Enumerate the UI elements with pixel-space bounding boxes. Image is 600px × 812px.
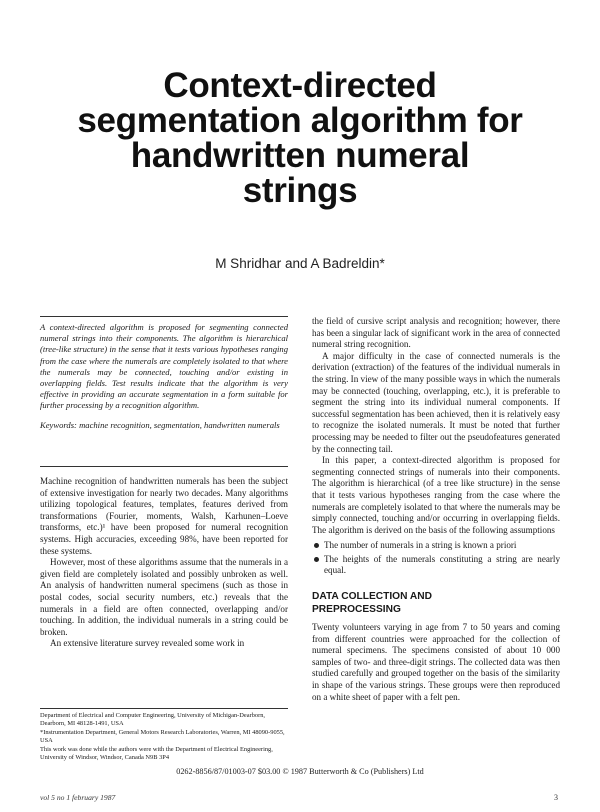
page-number: 3 xyxy=(554,793,558,802)
keywords: Keywords: machine recognition, segmentation, handwritten numerals xyxy=(40,419,280,430)
body-paragraph: However, most of these algorithms assume that the numerals in a given field are completely isolated and possibly unbroken as well. An analysis of handwritten numeral specimens (such as those in postal codes, social security numbers, etc.) reveals that the numerals in a field are often connected, overlapping and/or touching. In addition, the individual numerals in a string could be broken. xyxy=(40,557,288,637)
title-line: segmentation algorithm for xyxy=(77,101,523,140)
section-heading-line: DATA COLLECTION AND xyxy=(312,591,432,603)
body-paragraph: Machine recognition of handwritten numerals has been the subject of extensive investigation for nearly two decades. Many algorithms utilizing topological features, templates, features derived from transformations (Fourier, moments, Walsh, Karhunen–Loeve transforms, etc.)¹ have been proposed for numeral recognition systems. High accuracies, exceeding 98%, have been reported for these systems. xyxy=(40,476,288,556)
copyright-line: 0262-8856/87/01003-07 $03.00 © 1987 Butterworth & Co (Publishers) Ltd xyxy=(176,767,424,776)
footnote-rule xyxy=(40,708,288,709)
left-column-body xyxy=(40,476,288,650)
footnote: Department of Electrical and Computer Engineering, University of Michigan-Dearborn, Dearborn, MI 48128-1491, USA xyxy=(40,712,266,727)
paper-title xyxy=(40,68,560,208)
body-paragraph: the field of cursive script analysis and recognition; however, there has been a singular lack of significant work in the area of connected numeral string recognition. xyxy=(312,316,560,350)
body-paragraph: In this paper, a context-directed algorithm is proposed for segmenting connected strings of numerals into their components. The algorithm is hierarchical (of a tree like structure) in the sense that it tests various hypotheses ranging from the case where the numerals are completely isolated to that where the numerals may be simply connected, touching and/or occurring in overlapping fields. The algorithm is derived on the basis of the following assumptions xyxy=(312,455,560,535)
footnote: *Instrumentation Department, General Motors Research Laboratories, Warren, MI 48090-9055, USA xyxy=(40,729,285,744)
body-paragraph: A major difficulty in the case of connected numerals is the derivation (extraction) of the features of the individual numerals in the string. In view of the many possible ways in which the numerals may be connected (touching, overlapping, etc.), it is preferable to segment the string into its individual numeral components. If successful segmentation has been achieved, then it is relatively easy to recognize the isolated numerals. It must be noted that further processing may be needed to filter out the pseudofeatures generated by the connecting tail. xyxy=(312,350,560,454)
abstract-bottom-rule xyxy=(40,466,288,467)
right-column xyxy=(312,316,560,703)
body-paragraph: Twenty volunteers varying in age from 7 to 50 years and coming from different countries were approached for the collection of numeral specimens. The specimens consisted of about 10 000 samples of two- and three-digit strings. The collected data was then studied carefully and grouped together on the basis of the similarity in shape of the various strings. These groups were then reproduced on a white sheet of paper with a felt pen. xyxy=(312,622,560,702)
section-heading-line: PREPROCESSING xyxy=(312,603,401,615)
abstract: A context-directed algorithm is proposed for segmenting connected numeral strings into their components. The algorithm is hierarchical (tree-like structure) in the sense that it tests various hypotheses ranging from the case where the numerals are completely isolated to that where the numerals may be connected, touching and/or existing in overlapping fields. Test results indicate that the algorithm is very effective in providing an accurate segmentation in a form suitable for further processing by a recognition algorithm. xyxy=(40,322,288,411)
section-heading xyxy=(312,591,560,616)
abstract-top-rule xyxy=(40,316,288,317)
footnote: This work was done while the authors were with the Department of Electrical Engineering, University of Windsor, Windsor, Canada N9B 3P4 xyxy=(40,746,273,761)
assumption-list xyxy=(312,540,560,577)
author-line: M Shridhar and A Badreldin* xyxy=(215,256,385,271)
title-line: Context-directed xyxy=(163,66,437,105)
left-column-top xyxy=(40,322,288,431)
footnotes xyxy=(40,712,288,763)
title-line: strings xyxy=(242,171,358,210)
journal-reference: vol 5 no 1 february 1987 xyxy=(40,793,116,802)
title-line: handwritten numeral xyxy=(130,136,470,175)
body-paragraph: An extensive literature survey revealed some work in xyxy=(50,638,245,649)
list-item: The number of numerals in a string is known a priori xyxy=(312,540,560,552)
list-item: The heights of the numerals constituting a string are nearly equal. xyxy=(312,554,560,577)
